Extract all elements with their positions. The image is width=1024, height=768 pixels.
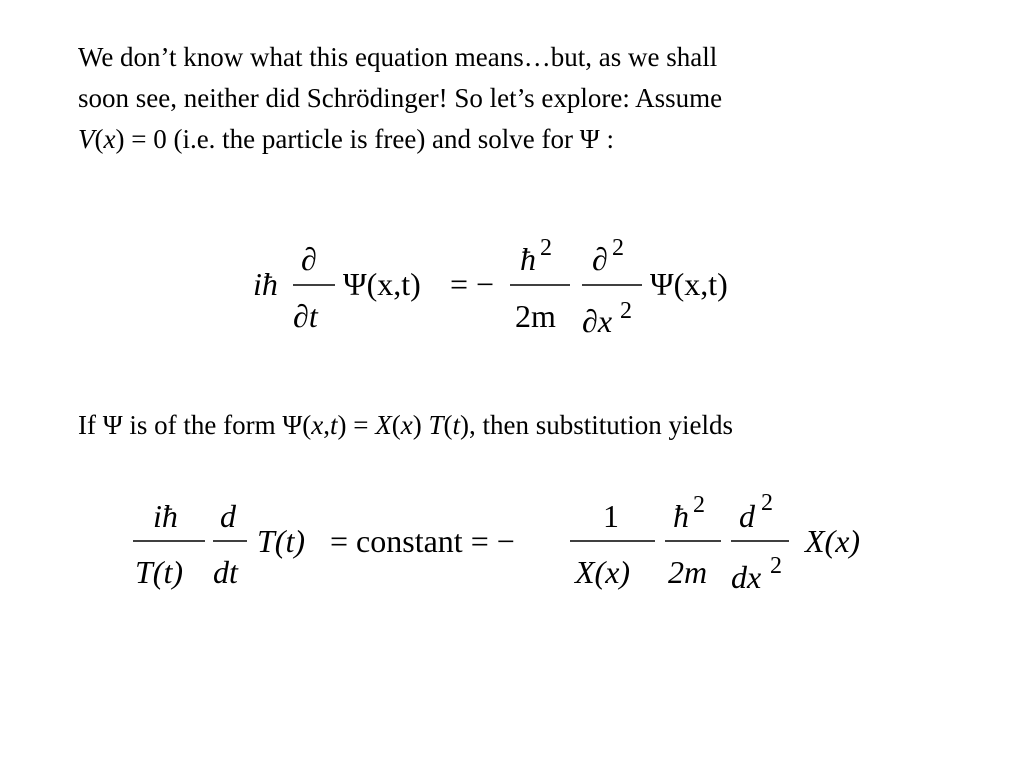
ihbar-numerator: iħ [153, 498, 178, 534]
hbar-numerator: ħ [673, 498, 689, 534]
d-sq-numerator: d [739, 498, 755, 534]
partial-numerator: ∂ [301, 241, 317, 277]
partial-x-denominator: ∂x [582, 303, 613, 339]
x-exponent: 2 [620, 298, 632, 324]
potential-symbol: V [78, 124, 95, 154]
hbar-exponent: 2 [540, 235, 552, 261]
dx-denominator: dx [731, 559, 762, 595]
partial-t-denominator: ∂t [293, 298, 318, 334]
separation-ansatz-line: If Ψ is of the form Ψ(x,t) = X(x) T(t), then substitution yields [78, 410, 734, 440]
intro-line-3: V(x) = 0 (i.e. the particle is free) and solve for Ψ : [78, 124, 614, 154]
x-variable: x [103, 124, 116, 154]
equals-minus: = − [450, 266, 495, 302]
partial-exponent: 2 [612, 235, 624, 261]
intro-paragraph [78, 37, 958, 160]
constant-expression: = constant = − [330, 523, 515, 559]
ihbar-term: iħ [253, 266, 278, 302]
psi-rhs: Ψ(x,t) [650, 266, 728, 302]
hbar-numerator: ħ [520, 241, 536, 277]
separated-equation [125, 485, 905, 600]
one-numerator: 1 [603, 498, 619, 534]
schrodinger-equation [245, 225, 775, 350]
d-exponent: 2 [761, 490, 773, 516]
d-numerator: d [220, 498, 236, 534]
dx-exponent: 2 [770, 553, 782, 579]
two-m-denominator: 2m [515, 298, 556, 334]
psi-lhs: Ψ(x,t) [343, 266, 421, 302]
dt-denominator: dt [213, 554, 238, 590]
partial-sq-numerator: ∂ [592, 241, 608, 277]
intro-line-2: soon see, neither did Schrödinger! So let’s explore: Assume [78, 83, 723, 113]
T-of-t: T(t) [257, 523, 305, 559]
two-m-denominator: 2m [668, 554, 708, 590]
X-of-x-denominator: X(x) [575, 554, 631, 590]
X-of-x-rhs: X(x) [805, 523, 861, 559]
hbar-exponent: 2 [693, 492, 705, 518]
T-of-t-denominator: T(t) [135, 554, 183, 590]
intro-line-1: We don’t know what this equation means…but, as we shall [78, 42, 718, 72]
